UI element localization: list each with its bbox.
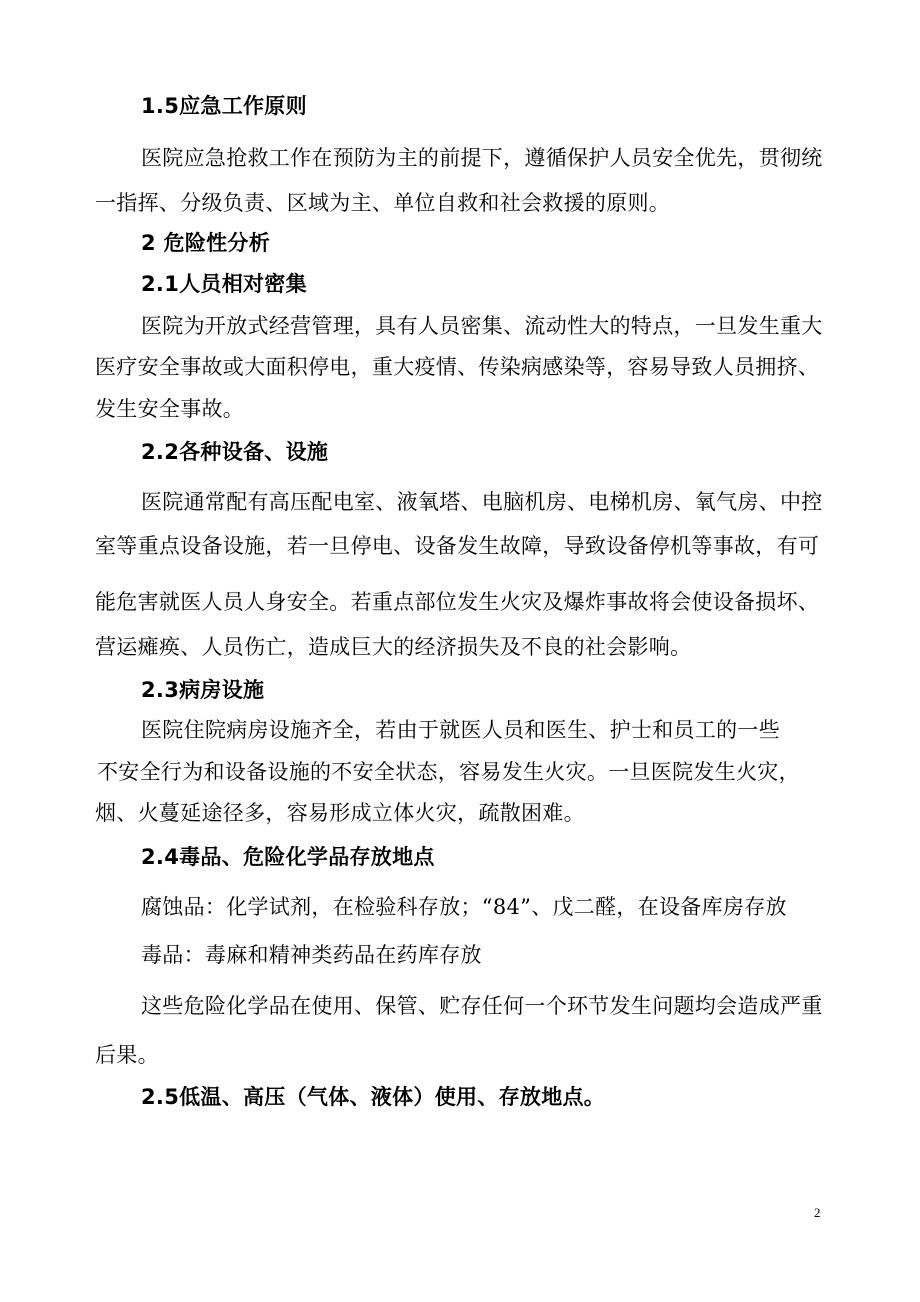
paragraph-line: 这些危险化学品在使用、保管、贮存任何一个环节发生问题均会造成严重 [141, 994, 823, 1018]
paragraph-line: 室等重点设备设施，若一旦停电、设备发生故障，导致设备停机等事故，有可 [95, 534, 820, 558]
paragraph-line: 发生安全事故。 [95, 397, 245, 421]
paragraph-line: 能危害就医人员人身安全。若重点部位发生火灾及爆炸事故将会使设备损坏、 [95, 590, 820, 614]
paragraph-line: 毒品：毒麻和精神类药品在药库存放 [141, 943, 482, 967]
heading-2: 2 危险性分析 [141, 231, 271, 255]
paragraph-line: 腐蚀品：化学试剂，在检验科存放；“84”、戊二醛，在设备库房存放 [141, 895, 787, 919]
paragraph-line: 不安全行为和设备设施的不安全状态，容易发生火灾。一旦医院发生火灾， [97, 760, 800, 784]
paragraph-line: 营运瘫痪、人员伤亡，造成巨大的经济损失及不良的社会影响。 [95, 635, 692, 659]
paragraph-line: 医院住院病房设施齐全，若由于就医人员和医生、护士和员工的一些 [141, 718, 780, 742]
page-number: 2 [814, 1205, 821, 1220]
heading-2-2: 2.2各种设备、设施 [141, 440, 329, 464]
paragraph-line: 后果。 [95, 1043, 159, 1067]
paragraph-line: 烟、火蔓延途径多，容易形成立体火灾，疏散困难。 [95, 801, 585, 825]
heading-2-1: 2.1人员相对密集 [141, 272, 307, 296]
paragraph-line: 医院通常配有高压配电室、液氧塔、电脑机房、电梯机房、氧气房、中控 [141, 490, 823, 514]
paragraph-line: 医院应急抢救工作在预防为主的前提下，遵循保护人员安全优先，贯彻统 [141, 146, 823, 170]
heading-2-3: 2.3病房设施 [141, 678, 265, 702]
paragraph-line: 医疗安全事故或大面积停电，重大疫情、传染病感染等，容易导致人员拥挤、 [95, 355, 820, 379]
paragraph-line: 一指挥、分级负责、区域为主、单位自救和社会救援的原则。 [95, 191, 671, 215]
heading-2-4: 2.4毒品、危险化学品存放地点 [141, 845, 435, 869]
heading-2-5: 2.5低温、高压（气体、液体）使用、存放地点。 [141, 1085, 606, 1109]
heading-1-5: 1.5应急工作原则 [141, 94, 307, 118]
paragraph-line: 医院为开放式经营管理，具有人员密集、流动性大的特点，一旦发生重大 [141, 314, 823, 338]
